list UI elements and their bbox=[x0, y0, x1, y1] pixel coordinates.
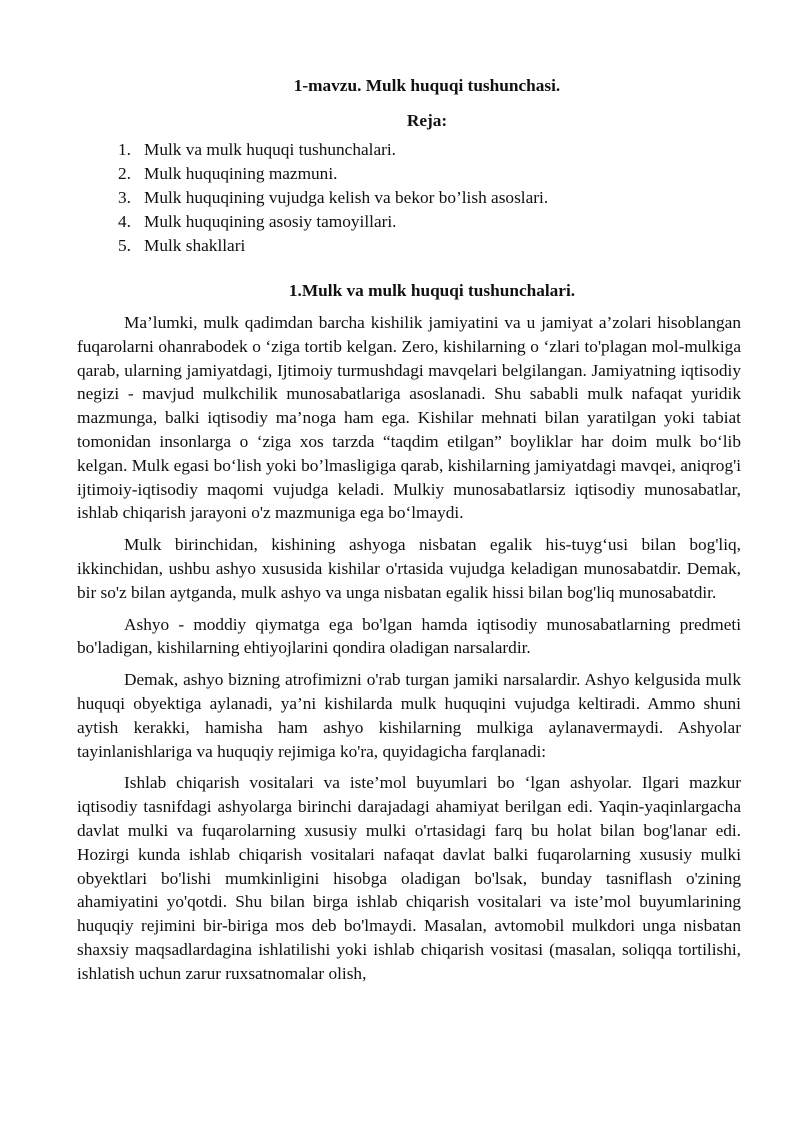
plan-item-text: Mulk huquqining vujudga kelish va bekor bo’lish asoslari. bbox=[144, 188, 549, 207]
plan-item bbox=[118, 186, 741, 210]
body-paragraph: Mulk birinchidan, kishining ashyoga nisbatan egalik his-tuyg‘usi bilan bog'liq, ikkinchidan, ushbu ashyo xususida kishilar o'rtasida vujudga keladigan munosabatdir. Demak, bir so'z bilan aytganda, mulk ashyo va unga nisbatan egalik hissi bilan bog'liq munosabatdir. bbox=[77, 535, 741, 602]
body-paragraph: Ashyo - moddiy qiymatga ega bo'lgan hamda iqtisodiy munosabatlarning predmeti bo'ladigan, kishilarning ehtiyojlarini qondira oladigan narsalardir. bbox=[77, 614, 741, 658]
plan-item-number: 5. bbox=[118, 236, 131, 255]
plan-item-text: Mulk huquqining asosiy tamoyillari. bbox=[144, 212, 397, 231]
plan-item bbox=[118, 138, 741, 162]
plan-heading: Reja: bbox=[406, 111, 448, 130]
body-paragraph: Ma’lumki, mulk qadimdan barcha kishilik jamiyatini va u jamiyat a’zolari hisoblangan fuqarolarni ohanrabodek o ‘ziga tortib kelgan. Zero, kishilarning o ‘zlari to'plagan mol-mulkiga qarab, ularning jamiyatdagi, Ijtimoiy turmushdagi mavqelari belgilangan. Jamiyatning iqtisodiy negizi - mavjud mulkchilik munosabatlariga asoslanadi. Shu sababli mulk nafaqat yuridik mazmunga, balki iqtisodiy ma’noga ham ega. Kishilar mehnati bilan yaratilgan yoki tabiat tomonidan insonlarga o ‘ziga xos tarzda “taqdim etilgan” boyliklar har doim mulk bo‘lib kelgan. Mulk egasi bo‘lish yoki bo’lmasligiga qarab, kishilarning jamiyatdagi mavqei, aniqrog'i ijtimoiy-iqtisodiy maqomi vujudga keladi. Mulkiy munosabatlarsiz iqtisodiy munosabatlar, ishlab chiqarish jarayoni o'z mazmuniga ega bo‘lmaydi. bbox=[77, 313, 741, 523]
plan-item-text: Mulk va mulk huquqi tushunchalari. bbox=[144, 140, 396, 159]
plan-item bbox=[118, 210, 741, 234]
plan-item-number: 2. bbox=[118, 164, 131, 183]
page-title: 1-mavzu. Mulk huquqi tushunchasi. bbox=[293, 76, 561, 95]
plan-item-number: 4. bbox=[118, 212, 131, 231]
document-page bbox=[77, 74, 741, 994]
plan-item bbox=[118, 234, 741, 258]
plan-item-number: 3. bbox=[118, 188, 131, 207]
plan-item-number: 1. bbox=[118, 140, 131, 159]
body-paragraph: Ishlab chiqarish vositalari va iste’mol buyumlari bo ‘lgan ashyolar. Ilgari mazkur iqtisodiy tasnifdagi ashyolarga birinchi darajadagi ahamiyat berilgan edi. Yaqin-yaqinlargacha davlat mulki va fuqarolarning xususiy mulki o'rtasidagi farq bu holat bilan bog'lanar edi. Hozirgi kunda ishlab chiqarish vositalari nafaqat davlat balki fuqarolarning xususiy mulki obyektlari bo'lishi mumkinligini hisobga oladigan bo'lsak, bunday tasniflash o'zining ahamiyatini yo'qotdi. Shu bilan birga ishlab chiqarish vositalari va iste’mol buyumlarining huquqiy rejimini bir-biriga mos deb bo'lmaydi. Masalan, avtomobil mulkdori unga nisbatan shaxsiy maqsadlardagina ishlatilishi yoki ishlab chiqarish vositasi (masalan, soliqqa tortilishi, ishlatish uchun zarur ruxsatnomalar olish, bbox=[77, 773, 741, 983]
plan-item bbox=[118, 162, 741, 186]
plan-item-text: Mulk shakllari bbox=[144, 236, 246, 255]
plan-list bbox=[77, 138, 741, 258]
plan-item-text: Mulk huquqining mazmuni. bbox=[144, 164, 338, 183]
section-heading: 1.Mulk va mulk huquqi tushunchalari. bbox=[288, 281, 576, 300]
body-paragraph: Demak, ashyo bizning atrofimizni o'rab turgan jamiki narsalardir. Ashyo kelgusida mulk huquqi obyektiga aylanadi, ya’ni kishilarda mulk huquqini vujudga keltiradi. Ammo shuni aytish kerakki, hamisha ham ashyo kishilarning mulkiga aylanavermaydi. Ashyolar tayinlanishlariga va huquqiy rejimiga ko'ra, quyidagicha farqlanadi: bbox=[77, 670, 741, 761]
